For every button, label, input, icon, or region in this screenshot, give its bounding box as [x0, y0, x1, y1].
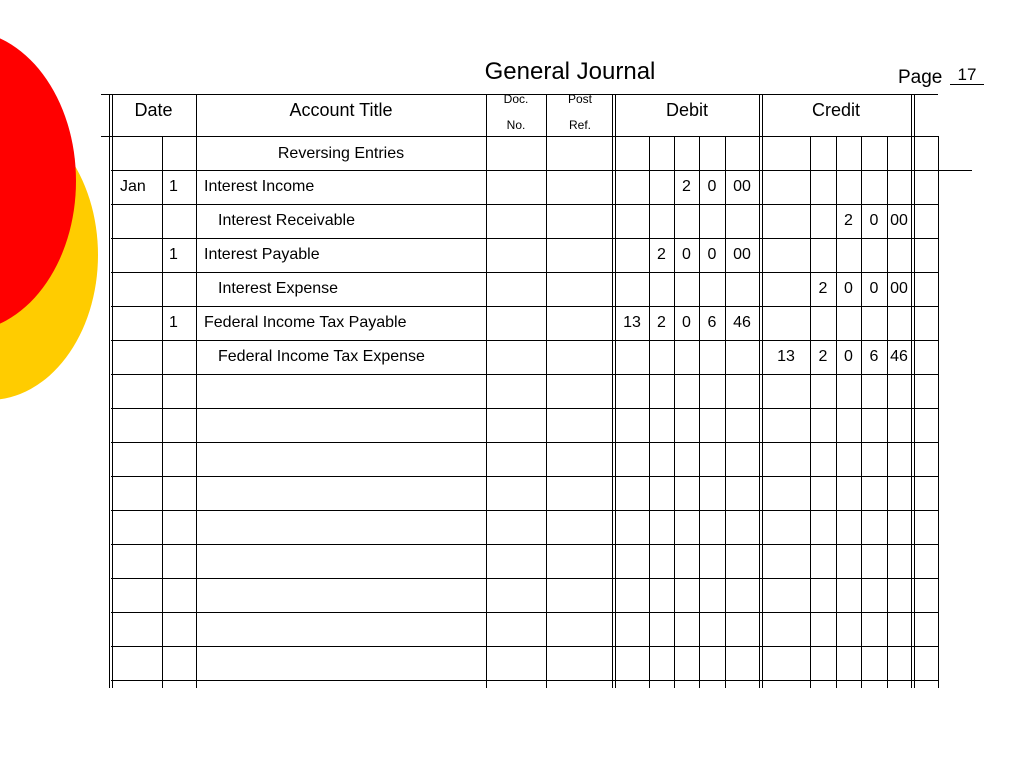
left-border-inner	[112, 94, 113, 688]
debit-digit: 2	[657, 246, 666, 263]
header-account-title: Account Title	[289, 100, 393, 120]
entry-account: Interest Expense	[218, 280, 339, 297]
header-doc-line2: No.	[506, 118, 526, 132]
debit-digit-divider	[699, 136, 700, 688]
debit-right-outer	[759, 94, 760, 688]
row-line	[111, 272, 938, 273]
row-line	[111, 374, 938, 375]
page-label: Page	[898, 67, 943, 88]
row-line	[111, 544, 938, 545]
right-border	[938, 136, 939, 688]
entry-account: Federal Income Tax Expense	[218, 348, 425, 365]
header-bottom-line	[101, 136, 938, 137]
row-line	[111, 306, 938, 307]
debit-digit: 0	[707, 246, 717, 263]
header-debit: Debit	[665, 100, 709, 120]
debit-digit: 2	[657, 314, 666, 331]
entry-account: Interest Receivable	[218, 212, 355, 229]
row-line	[111, 476, 938, 477]
section-heading: Reversing Entries	[277, 145, 405, 162]
credit-digit-divider	[810, 136, 811, 688]
debit-digit: 0	[682, 246, 691, 263]
row-line	[111, 510, 938, 511]
journal-title: General Journal	[484, 58, 656, 85]
debit-digit: 0	[682, 314, 691, 331]
row-line	[111, 340, 938, 341]
credit-digit: 6	[869, 348, 879, 365]
credit-digit: 2	[818, 348, 828, 365]
row-line	[111, 170, 938, 171]
row-line	[111, 408, 938, 409]
credit-digit: 13	[777, 348, 795, 365]
row-line	[111, 646, 938, 647]
credit-digit: 46	[890, 348, 908, 365]
page-number: 17	[950, 65, 984, 85]
entry-day: 1	[169, 246, 178, 263]
debit-digit: 00	[733, 246, 751, 263]
credit-digit: 0	[844, 348, 853, 365]
entry-account: Interest Income	[204, 178, 315, 195]
entry-day: 1	[169, 178, 178, 195]
header-post-line1: Post	[567, 92, 592, 106]
post-left-border	[546, 94, 547, 688]
left-border-outer	[109, 94, 110, 688]
debit-digit: 00	[733, 178, 751, 195]
debit-digit: 13	[623, 314, 641, 331]
row-line	[111, 238, 938, 239]
debit-digit: 6	[707, 314, 717, 331]
entry-account: Interest Payable	[204, 246, 320, 263]
debit-digit: 0	[707, 178, 717, 195]
entry-month: Jan	[120, 178, 146, 195]
debit-digit: 2	[682, 178, 691, 195]
debit-left-inner	[615, 94, 616, 688]
debit-digit-divider	[674, 136, 675, 688]
credit-digit: 00	[890, 212, 908, 229]
date-divider	[162, 136, 163, 688]
debit-digit-divider	[725, 136, 726, 688]
credit-digit: 0	[869, 280, 879, 297]
row-line	[111, 680, 938, 681]
header-doc-line1: Doc.	[503, 92, 529, 106]
header-date: Date	[134, 100, 173, 120]
entry-day: 1	[169, 314, 178, 331]
row-line	[111, 578, 938, 579]
debit-digit-divider	[649, 136, 650, 688]
credit-digit: 0	[869, 212, 879, 229]
entry-account: Federal Income Tax Payable	[204, 314, 407, 331]
doc-left-border	[486, 94, 487, 688]
debit-digit: 46	[733, 314, 751, 331]
header-post-line2: Ref.	[568, 118, 591, 132]
row-line	[111, 442, 938, 443]
debit-right-inner	[762, 94, 763, 688]
credit-digit: 2	[818, 280, 828, 297]
credit-right-inner	[914, 94, 915, 688]
credit-digit: 0	[844, 280, 853, 297]
header-credit: Credit	[811, 100, 860, 120]
credit-digit: 2	[844, 212, 853, 229]
account-left-border	[196, 94, 197, 688]
credit-digit: 00	[890, 280, 908, 297]
debit-left-outer	[612, 94, 613, 688]
row-line	[111, 612, 938, 613]
row-line	[111, 204, 938, 205]
credit-right-outer	[911, 94, 912, 688]
section-underline-extension	[912, 170, 972, 171]
